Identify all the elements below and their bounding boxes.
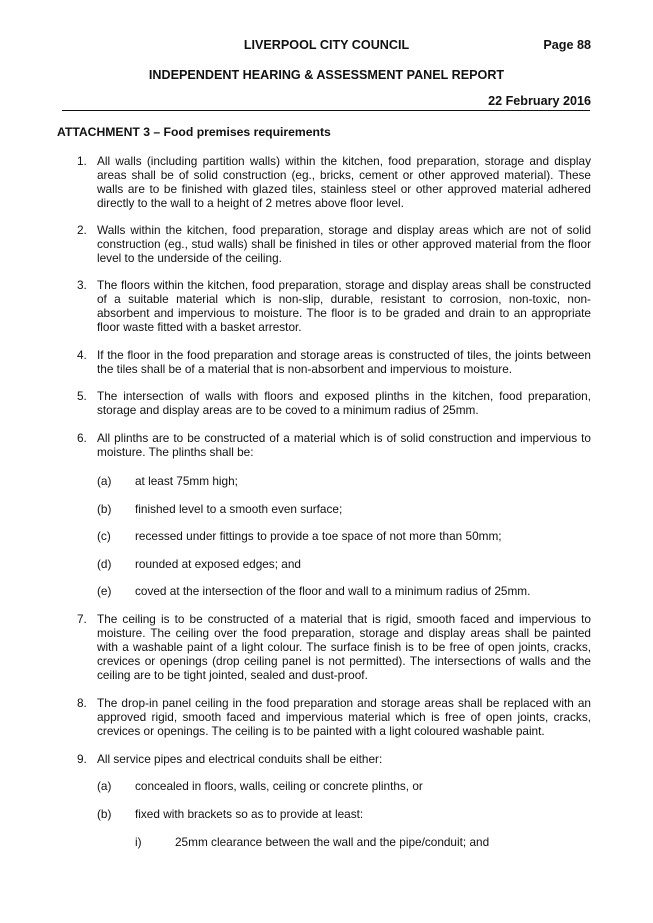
- subitem-label: (b): [97, 502, 112, 516]
- subitem-text: recessed under fittings to provide a toe space of not more than 50mm;: [135, 529, 502, 543]
- item-number: 1.: [77, 154, 87, 168]
- item-text: If the floor in the food preparation and storage areas is constructed of tiles, the joints between the tiles shall be of a material that is non-absorbent and impervious to moisture.: [97, 348, 591, 376]
- item-text: All plinths are to be constructed of a material which is of solid construction and impervious to moisture. The plinths shall be:: [97, 431, 591, 459]
- report-title: INDEPENDENT HEARING & ASSESSMENT PANEL REPORT: [148, 68, 505, 82]
- council-name: LIVERPOOL CITY COUNCIL: [243, 38, 410, 52]
- item-number: 9.: [77, 752, 87, 766]
- list-item: [62, 431, 591, 459]
- item-text: All service pipes and electrical conduits shall be either:: [97, 752, 383, 766]
- list-item: [62, 278, 591, 334]
- list-item: [62, 752, 591, 766]
- subitem-text: at least 75mm high;: [135, 474, 238, 488]
- subitem-text: 25mm clearance between the wall and the pipe/conduit; and: [175, 835, 490, 849]
- report-date: 22 February 2016: [488, 94, 591, 108]
- item-number: 3.: [77, 278, 87, 292]
- subitem-text: fixed with brackets so as to provide at least:: [135, 807, 364, 821]
- subitem-text: coved at the intersection of the floor and wall to a minimum radius of 25mm.: [135, 584, 531, 598]
- subitem-text: finished level to a smooth even surface;: [135, 502, 343, 516]
- list-item: [62, 612, 591, 682]
- header-divider: [62, 110, 590, 111]
- item-text: The drop-in panel ceiling in the food preparation and storage areas shall be replaced with an approved rigid, smooth faced and impervious material which is free of open joints, cracks, crevices or openings. The ceiling is to be painted with a light coloured washable paint.: [97, 696, 591, 738]
- subitem-label: (a): [97, 779, 112, 793]
- item-number: 4.: [77, 348, 87, 362]
- list-item: [62, 223, 591, 265]
- item-number: 6.: [77, 431, 87, 445]
- subitem-label: (a): [97, 474, 112, 488]
- item-text: All walls (including partition walls) within the kitchen, food preparation, storage and display areas shall be of solid construction (eg., bricks, cement or other approved material). These walls are to be finished with glazed tiles, stainless steel or other approved material adhered directly to the wall to a height of 2 metres above floor level.: [97, 154, 591, 210]
- page-number: Page 88: [543, 38, 591, 52]
- item-text: The floors within the kitchen, food preparation, storage and display areas shall be constructed of a suitable material which is non-slip, durable, resistant to corrosion, non-toxic, non-absorbent and impervious to moisture. The floor is to be graded and drain to an appropriate floor waste fitted with a basket arrestor.: [97, 278, 591, 334]
- item-number: 7.: [77, 612, 87, 626]
- subitem-label: (b): [97, 807, 112, 821]
- item-number: 8.: [77, 696, 87, 710]
- item-number: 2.: [77, 223, 87, 237]
- list-item: [62, 154, 591, 210]
- list-item: [62, 696, 591, 738]
- item-text: The ceiling is to be constructed of a material that is rigid, smooth faced and impervious to moisture. The ceiling over the food preparation, storage and display areas shall be painted with a washable paint of a light colour. The surface finish is to be free of open joints, cracks, crevices or openings (drop ceiling panel is not permitted). The intersections of walls and the ceiling are to be tight jointed, sealed and dust-proof.: [97, 612, 591, 682]
- subitem-label: (e): [97, 584, 112, 598]
- section-title: ATTACHMENT 3 – Food premises requirements: [57, 125, 331, 139]
- subitem-label: (c): [97, 529, 111, 543]
- subitem-text: rounded at exposed edges; and: [135, 557, 301, 571]
- subitem-text: concealed in floors, walls, ceiling or concrete plinths, or: [135, 779, 423, 793]
- item-number: 5.: [77, 389, 87, 403]
- subitem-label: i): [135, 835, 142, 849]
- subitem-label: (d): [97, 557, 112, 571]
- list-item: [62, 389, 591, 417]
- item-text: Walls within the kitchen, food preparation, storage and display areas which are not of solid construction (eg., stud walls) shall be finished in tiles or other approved material from the floor level to the underside of the ceiling.: [97, 223, 591, 265]
- item-text: The intersection of walls with floors and exposed plinths in the kitchen, food preparation, storage and display areas are to be coved to a minimum radius of 25mm.: [97, 389, 591, 417]
- list-item: [62, 348, 591, 376]
